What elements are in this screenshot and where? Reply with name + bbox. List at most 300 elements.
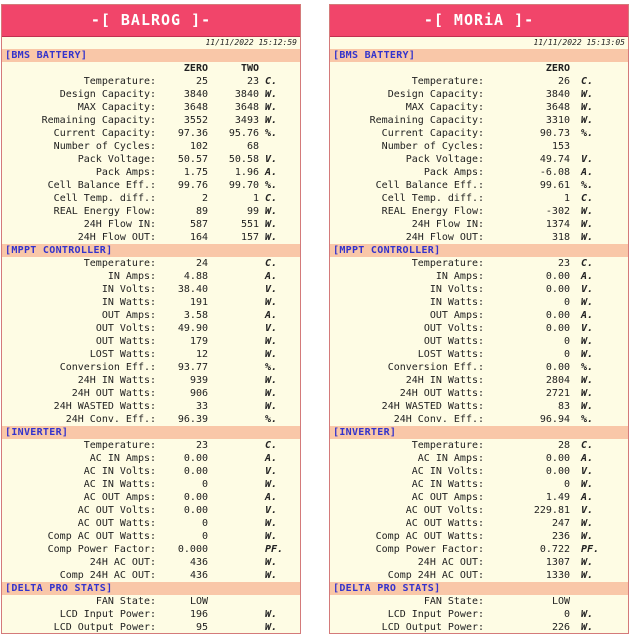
stat-label: REAL Energy Flow bbox=[381, 206, 478, 217]
stat-row bbox=[2, 348, 300, 361]
stat-row bbox=[2, 101, 300, 114]
section-header: [MPPT CONTROLLER] bbox=[330, 244, 628, 257]
stat-label: Conversion Eff. bbox=[59, 362, 150, 373]
colon-separator: : bbox=[149, 102, 156, 113]
stat-unit: C. bbox=[581, 440, 594, 451]
stat-unit: W. bbox=[265, 297, 278, 308]
colon-separator: : bbox=[149, 466, 156, 477]
stat-value: 436 bbox=[189, 570, 208, 581]
stat-row bbox=[2, 75, 300, 88]
stat-label: FAN State bbox=[423, 596, 478, 607]
stat-label: Current Capacity bbox=[53, 128, 150, 139]
stat-value: 2804 bbox=[545, 375, 570, 386]
stat-value: 50.58 bbox=[228, 154, 259, 165]
stat-row bbox=[2, 556, 300, 569]
stat-value: 0 bbox=[563, 349, 570, 360]
colon-separator: : bbox=[149, 336, 156, 347]
stat-row bbox=[330, 296, 628, 309]
section-header: [DELTA PRO STATS] bbox=[2, 582, 300, 595]
colon-separator: : bbox=[477, 453, 484, 464]
stat-row bbox=[330, 491, 628, 504]
stat-label: FAN State bbox=[95, 596, 150, 607]
colon-separator: : bbox=[149, 89, 156, 100]
stat-value: LOW bbox=[189, 596, 208, 607]
stat-row bbox=[330, 153, 628, 166]
section-header: [INVERTER] bbox=[2, 426, 300, 439]
colon-separator: : bbox=[149, 375, 156, 386]
stat-unit: W. bbox=[581, 388, 594, 399]
stat-label: IN Volts bbox=[101, 284, 150, 295]
colon-separator: : bbox=[149, 232, 156, 243]
stat-label: 24H Flow IN bbox=[83, 219, 150, 230]
stat-value: 28 bbox=[557, 440, 570, 451]
stat-unit: W. bbox=[581, 570, 594, 581]
stat-value: 1374 bbox=[545, 219, 570, 230]
stat-value: 0.00 bbox=[545, 310, 570, 321]
stat-row bbox=[330, 569, 628, 582]
stat-label: AC OUT Amps bbox=[83, 492, 150, 503]
stat-value: 0 bbox=[201, 479, 208, 490]
stat-value: 247 bbox=[551, 518, 570, 529]
stat-row bbox=[330, 348, 628, 361]
stat-label: 24H OUT Watts bbox=[399, 388, 478, 399]
stat-row bbox=[2, 218, 300, 231]
stat-unit: W. bbox=[265, 518, 278, 529]
stat-row bbox=[330, 218, 628, 231]
colon-separator: : bbox=[477, 102, 484, 113]
stat-unit: %. bbox=[581, 362, 594, 373]
stat-label: Comp AC OUT Watts bbox=[375, 531, 478, 542]
stat-value: 939 bbox=[189, 375, 208, 386]
section-header: [DELTA PRO STATS] bbox=[330, 582, 628, 595]
stat-unit: %. bbox=[265, 180, 278, 191]
stat-label: OUT Amps bbox=[101, 310, 150, 321]
stat-value: 95.76 bbox=[228, 128, 259, 139]
stat-label: Cell Temp. diff. bbox=[53, 193, 150, 204]
stat-row bbox=[330, 400, 628, 413]
colon-separator: : bbox=[149, 596, 156, 607]
panel-title: -[ MORiA ]- bbox=[330, 5, 628, 37]
stat-label: Temperature bbox=[83, 76, 150, 87]
colon-separator: : bbox=[477, 570, 484, 581]
stat-row bbox=[330, 374, 628, 387]
stat-row bbox=[330, 543, 628, 556]
balrog-panel bbox=[1, 4, 301, 634]
stat-unit: %. bbox=[581, 180, 594, 191]
colon-separator: : bbox=[149, 141, 156, 152]
stat-value: LOW bbox=[551, 596, 570, 607]
stat-value: 68 bbox=[246, 141, 259, 152]
stat-value: 3840 bbox=[545, 89, 570, 100]
colon-separator: : bbox=[149, 362, 156, 373]
stat-label: MAX Capacity bbox=[77, 102, 150, 113]
stat-row bbox=[330, 309, 628, 322]
stat-row bbox=[2, 179, 300, 192]
stat-label: Number of Cycles bbox=[53, 141, 150, 152]
stat-row bbox=[2, 569, 300, 582]
stat-value: 0 bbox=[563, 336, 570, 347]
colon-separator: : bbox=[477, 284, 484, 295]
stat-unit: PF. bbox=[581, 544, 600, 555]
stat-row bbox=[330, 413, 628, 426]
stat-value: 3840 bbox=[234, 89, 259, 100]
stat-row bbox=[2, 127, 300, 140]
stat-label: Comp Power Factor bbox=[375, 544, 478, 555]
stat-value: 96.94 bbox=[539, 414, 570, 425]
stat-value: 0 bbox=[563, 609, 570, 620]
stat-row bbox=[2, 543, 300, 556]
stat-value: 551 bbox=[240, 219, 259, 230]
stat-label: Comp Power Factor bbox=[47, 544, 150, 555]
stat-unit: W. bbox=[265, 388, 278, 399]
stat-label: 24H AC OUT bbox=[89, 557, 150, 568]
stat-value: 2 bbox=[201, 193, 208, 204]
stat-row bbox=[330, 556, 628, 569]
stat-row bbox=[330, 166, 628, 179]
stat-label: OUT Watts bbox=[423, 336, 478, 347]
stat-value: 3648 bbox=[545, 102, 570, 113]
stat-value: 906 bbox=[189, 388, 208, 399]
stat-value: 157 bbox=[240, 232, 259, 243]
stat-value: 4.88 bbox=[183, 271, 208, 282]
stat-row bbox=[330, 179, 628, 192]
stat-value: 50.57 bbox=[177, 154, 208, 165]
stat-value: 99.70 bbox=[228, 180, 259, 191]
stat-unit: W. bbox=[265, 102, 278, 113]
stat-row bbox=[330, 517, 628, 530]
stat-value: 1.96 bbox=[234, 167, 259, 178]
stat-label: IN Watts bbox=[429, 297, 478, 308]
column-header-row bbox=[2, 62, 300, 75]
stat-label: Design Capacity bbox=[59, 89, 150, 100]
stat-value: 2721 bbox=[545, 388, 570, 399]
colon-separator: : bbox=[149, 544, 156, 555]
stat-unit: W. bbox=[265, 375, 278, 386]
stat-unit: V. bbox=[265, 505, 278, 516]
colon-separator: : bbox=[477, 89, 484, 100]
stat-row bbox=[330, 322, 628, 335]
stat-row bbox=[330, 504, 628, 517]
stat-label: Temperature bbox=[411, 76, 478, 87]
stat-label: MAX Capacity bbox=[405, 102, 478, 113]
stat-value: 153 bbox=[551, 141, 570, 152]
stat-value: 3648 bbox=[183, 102, 208, 113]
stat-label: LCD Output Power bbox=[381, 622, 478, 633]
stat-unit: V. bbox=[265, 154, 278, 165]
colon-separator: : bbox=[149, 284, 156, 295]
stat-label: AC IN Watts bbox=[83, 479, 150, 490]
stat-label: AC OUT Watts bbox=[405, 518, 478, 529]
stat-unit: W. bbox=[581, 219, 594, 230]
stat-value: 1.49 bbox=[545, 492, 570, 503]
column-header: TWO bbox=[240, 63, 259, 74]
stat-value: 23 bbox=[195, 440, 208, 451]
colon-separator: : bbox=[149, 414, 156, 425]
stat-label: LCD Input Power bbox=[387, 609, 478, 620]
stat-unit: W. bbox=[265, 206, 278, 217]
stat-value: 1307 bbox=[545, 557, 570, 568]
stat-unit: A. bbox=[265, 492, 278, 503]
stat-unit: W. bbox=[581, 232, 594, 243]
stat-label: Temperature bbox=[83, 258, 150, 269]
stat-row bbox=[330, 335, 628, 348]
colon-separator: : bbox=[477, 622, 484, 633]
colon-separator: : bbox=[477, 180, 484, 191]
stat-value: 90.73 bbox=[539, 128, 570, 139]
stat-row bbox=[330, 621, 628, 634]
stat-label: LCD Input Power bbox=[59, 609, 150, 620]
stat-row bbox=[2, 335, 300, 348]
stat-value: 0 bbox=[201, 531, 208, 542]
panel-body bbox=[2, 49, 300, 634]
stat-label: 24H IN Watts bbox=[405, 375, 478, 386]
stat-row bbox=[330, 452, 628, 465]
stat-row bbox=[2, 192, 300, 205]
stat-value: 3493 bbox=[234, 115, 259, 126]
stat-unit: W. bbox=[265, 531, 278, 542]
stat-value: -6.08 bbox=[539, 167, 570, 178]
stat-row bbox=[330, 114, 628, 127]
colon-separator: : bbox=[477, 206, 484, 217]
colon-separator: : bbox=[149, 193, 156, 204]
stat-unit: %. bbox=[581, 414, 594, 425]
colon-separator: : bbox=[477, 362, 484, 373]
stat-label: Temperature bbox=[83, 440, 150, 451]
stat-unit: W. bbox=[265, 401, 278, 412]
stat-row bbox=[2, 595, 300, 608]
stat-label: LOST Watts bbox=[417, 349, 478, 360]
stat-unit: W. bbox=[581, 557, 594, 568]
stat-label: Pack Amps bbox=[423, 167, 478, 178]
stat-value: 102 bbox=[189, 141, 208, 152]
stat-value: 0.00 bbox=[183, 453, 208, 464]
stat-label: 24H Flow IN bbox=[411, 219, 478, 230]
stat-label: IN Amps bbox=[435, 271, 478, 282]
stat-value: 1 bbox=[563, 193, 570, 204]
colon-separator: : bbox=[149, 167, 156, 178]
column-header-row bbox=[330, 62, 628, 75]
stat-unit: W. bbox=[265, 479, 278, 490]
colon-separator: : bbox=[149, 622, 156, 633]
stat-value: 0.00 bbox=[183, 466, 208, 477]
stat-unit: V. bbox=[265, 284, 278, 295]
colon-separator: : bbox=[149, 479, 156, 490]
stat-unit: W. bbox=[581, 622, 594, 633]
panel-body bbox=[330, 49, 628, 634]
stat-row bbox=[2, 621, 300, 634]
stat-value: 23 bbox=[246, 76, 259, 87]
stat-unit: A. bbox=[581, 271, 594, 282]
stat-row bbox=[2, 322, 300, 335]
stat-unit: V. bbox=[581, 284, 594, 295]
stat-value: 0.00 bbox=[545, 453, 570, 464]
colon-separator: : bbox=[149, 453, 156, 464]
stat-value: 587 bbox=[189, 219, 208, 230]
stat-unit: W. bbox=[581, 349, 594, 360]
colon-separator: : bbox=[149, 310, 156, 321]
stat-value: 0.00 bbox=[545, 323, 570, 334]
stat-value: 49.90 bbox=[177, 323, 208, 334]
stat-label: Remaining Capacity bbox=[369, 115, 478, 126]
colon-separator: : bbox=[477, 544, 484, 555]
stat-unit: C. bbox=[265, 440, 278, 451]
stat-value: 179 bbox=[189, 336, 208, 347]
stat-value: 0.000 bbox=[177, 544, 208, 555]
stat-value: 23 bbox=[557, 258, 570, 269]
stat-row bbox=[2, 231, 300, 244]
stat-unit: C. bbox=[581, 76, 594, 87]
stat-row bbox=[330, 439, 628, 452]
stat-value: 229.81 bbox=[533, 505, 570, 516]
stat-unit: %. bbox=[265, 362, 278, 373]
stat-row bbox=[330, 530, 628, 543]
stat-value: 93.77 bbox=[177, 362, 208, 373]
stat-label: Pack Amps bbox=[95, 167, 150, 178]
stat-row bbox=[2, 88, 300, 101]
stat-value: 96.39 bbox=[177, 414, 208, 425]
stat-label: IN Watts bbox=[101, 297, 150, 308]
stat-label: AC OUT Watts bbox=[77, 518, 150, 529]
colon-separator: : bbox=[477, 154, 484, 165]
stat-row bbox=[330, 270, 628, 283]
colon-separator: : bbox=[149, 349, 156, 360]
stat-label: AC OUT Volts bbox=[405, 505, 478, 516]
stat-unit: A. bbox=[265, 453, 278, 464]
stat-unit: W. bbox=[265, 557, 278, 568]
stat-row bbox=[2, 452, 300, 465]
stat-label: OUT Amps bbox=[429, 310, 478, 321]
stat-label: LOST Watts bbox=[89, 349, 150, 360]
stat-label: AC IN Amps bbox=[89, 453, 150, 464]
stat-label: Number of Cycles bbox=[381, 141, 478, 152]
stat-value: 0.00 bbox=[183, 492, 208, 503]
stat-label: 24H Conv. Eff. bbox=[65, 414, 150, 425]
stat-value: 191 bbox=[189, 297, 208, 308]
stat-value: 99 bbox=[246, 206, 259, 217]
colon-separator: : bbox=[477, 388, 484, 399]
stat-value: 0.00 bbox=[183, 505, 208, 516]
timestamp: 11/11/2022 15:12:59 bbox=[205, 38, 297, 47]
stat-row bbox=[2, 270, 300, 283]
timestamp: 11/11/2022 15:13:05 bbox=[533, 38, 625, 47]
stat-row bbox=[2, 153, 300, 166]
stat-unit: W. bbox=[581, 89, 594, 100]
stat-value: 12 bbox=[195, 349, 208, 360]
stat-row bbox=[2, 296, 300, 309]
colon-separator: : bbox=[477, 557, 484, 568]
stat-row bbox=[330, 231, 628, 244]
stat-unit: W. bbox=[581, 609, 594, 620]
stat-unit: V. bbox=[265, 466, 278, 477]
stat-label: OUT Watts bbox=[95, 336, 150, 347]
stat-row bbox=[330, 88, 628, 101]
stat-unit: W. bbox=[581, 336, 594, 347]
stat-label: Cell Balance Eff. bbox=[47, 180, 150, 191]
colon-separator: : bbox=[149, 219, 156, 230]
stat-unit: C. bbox=[265, 193, 278, 204]
colon-separator: : bbox=[149, 609, 156, 620]
stat-row bbox=[330, 101, 628, 114]
stat-unit: C. bbox=[581, 193, 594, 204]
stat-value: 164 bbox=[189, 232, 208, 243]
stat-label: AC IN Watts bbox=[411, 479, 478, 490]
colon-separator: : bbox=[477, 232, 484, 243]
stat-value: 3552 bbox=[183, 115, 208, 126]
stat-value: 0.00 bbox=[545, 284, 570, 295]
stat-row bbox=[2, 530, 300, 543]
stat-label: 24H WASTED Watts bbox=[53, 401, 150, 412]
stat-label: IN Amps bbox=[107, 271, 150, 282]
colon-separator: : bbox=[477, 310, 484, 321]
stat-unit: W. bbox=[581, 531, 594, 542]
stat-row bbox=[2, 517, 300, 530]
stat-label: OUT Volts bbox=[95, 323, 150, 334]
stat-unit: %. bbox=[265, 128, 278, 139]
stat-value: 236 bbox=[551, 531, 570, 542]
colon-separator: : bbox=[477, 258, 484, 269]
stat-row bbox=[330, 75, 628, 88]
section-header: [BMS BATTERY] bbox=[2, 49, 300, 62]
stat-value: -302 bbox=[545, 206, 570, 217]
stat-unit: V. bbox=[581, 466, 594, 477]
stat-label: Comp 24H AC OUT bbox=[59, 570, 150, 581]
stat-unit: A. bbox=[265, 271, 278, 282]
colon-separator: : bbox=[149, 271, 156, 282]
stat-unit: W. bbox=[265, 349, 278, 360]
stat-unit: A. bbox=[581, 167, 594, 178]
stat-label: AC OUT Volts bbox=[77, 505, 150, 516]
stat-value: 38.40 bbox=[177, 284, 208, 295]
colon-separator: : bbox=[477, 193, 484, 204]
stat-label: Conversion Eff. bbox=[387, 362, 478, 373]
colon-separator: : bbox=[149, 115, 156, 126]
stat-label: Cell Balance Eff. bbox=[375, 180, 478, 191]
colon-separator: : bbox=[477, 336, 484, 347]
stat-unit: W. bbox=[265, 232, 278, 243]
colon-separator: : bbox=[149, 154, 156, 165]
colon-separator: : bbox=[149, 180, 156, 191]
colon-separator: : bbox=[477, 531, 484, 542]
colon-separator: : bbox=[477, 492, 484, 503]
stat-unit: A. bbox=[265, 167, 278, 178]
colon-separator: : bbox=[149, 440, 156, 451]
stat-row bbox=[2, 439, 300, 452]
stat-unit: W. bbox=[265, 609, 278, 620]
stat-unit: V. bbox=[581, 154, 594, 165]
stat-row bbox=[2, 491, 300, 504]
stat-unit: A. bbox=[581, 310, 594, 321]
stat-unit: W. bbox=[265, 115, 278, 126]
stat-row bbox=[2, 205, 300, 218]
colon-separator: : bbox=[477, 466, 484, 477]
stat-row bbox=[330, 257, 628, 270]
stat-unit: C. bbox=[581, 258, 594, 269]
stat-value: 0 bbox=[563, 297, 570, 308]
stat-row bbox=[2, 504, 300, 517]
stat-row bbox=[330, 205, 628, 218]
colon-separator: : bbox=[149, 505, 156, 516]
colon-separator: : bbox=[149, 492, 156, 503]
stat-label: Comp 24H AC OUT bbox=[387, 570, 478, 581]
stat-value: 99.61 bbox=[539, 180, 570, 191]
stat-unit: V. bbox=[581, 323, 594, 334]
stat-unit: W. bbox=[581, 401, 594, 412]
stat-value: 1 bbox=[252, 193, 259, 204]
stat-unit: %. bbox=[581, 128, 594, 139]
colon-separator: : bbox=[149, 323, 156, 334]
stat-row bbox=[2, 413, 300, 426]
stat-label: Remaining Capacity bbox=[41, 115, 150, 126]
